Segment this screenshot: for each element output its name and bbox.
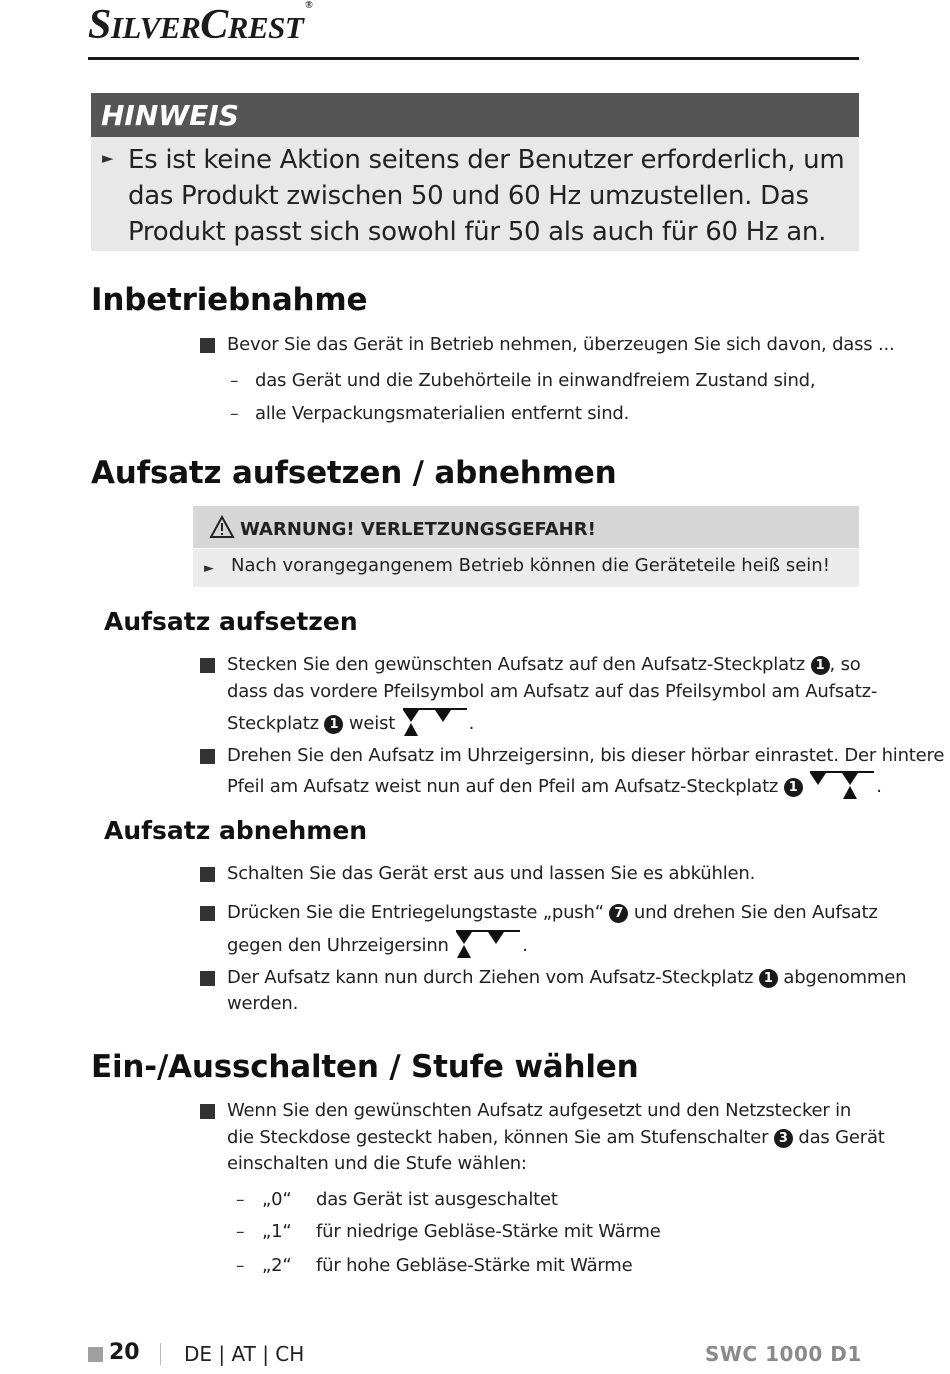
- part-number-badge: 7: [609, 904, 628, 923]
- part-number-badge: 1: [759, 969, 778, 988]
- note-title: HINWEIS: [91, 93, 859, 137]
- list-item: alle Verpackungsmaterialien entfernt sind.: [255, 403, 630, 424]
- part-number-badge: 1: [324, 715, 343, 734]
- heading-inbetriebnahme: Inbetriebnahme: [91, 282, 368, 318]
- bullet-square-icon: [200, 867, 215, 882]
- bullet-text: dass das vordere Pfeilsymbol am Aufsatz auf das Pfeilsymbol am Aufsatz-: [227, 681, 878, 702]
- bullet-text: Pfeil am Aufsatz weist nun auf den Pfeil am Aufsatz-Steckplatz 1 .: [227, 770, 882, 800]
- brand-letter: C: [200, 2, 228, 48]
- arrow-alignment-release-icon: [454, 929, 522, 959]
- part-number-badge: 3: [774, 1129, 793, 1148]
- bullet-square-icon: [200, 1104, 215, 1119]
- list-item: das Gerät und die Zubehörteile in einwandfreiem Zustand sind,: [255, 370, 816, 391]
- brand-part: REST: [227, 10, 304, 45]
- bullet-square-icon: [200, 338, 215, 353]
- warning-triangle-icon: [209, 515, 235, 539]
- page-number: 20: [109, 1340, 140, 1365]
- level-key: „2“: [262, 1255, 292, 1276]
- part-number-badge: 1: [784, 778, 803, 797]
- dash-marker: –: [236, 1190, 245, 1210]
- level-desc: für niedrige Gebläse-Stärke mit Wärme: [316, 1221, 661, 1242]
- registered-mark: ®: [305, 0, 313, 11]
- bullet-square-icon: [200, 749, 215, 764]
- dash-marker: –: [236, 1222, 245, 1242]
- bullet-text: Wenn Sie den gewünschten Aufsatz aufgesetzt und den Netzstecker in: [227, 1100, 852, 1121]
- bullet-text: die Steckdose gesteckt haben, können Sie am Stufenschalter 3 das Gerät: [227, 1127, 885, 1148]
- level-key: „0“: [262, 1189, 292, 1210]
- footer-languages: DE | AT | CH: [184, 1342, 305, 1366]
- brand-letter: S: [88, 2, 111, 48]
- bullet-text: Bevor Sie das Gerät in Betrieb nehmen, überzeugen Sie sich davon, dass ...: [227, 334, 895, 355]
- arrow-right-icon: ►: [204, 561, 214, 576]
- heading-stufe: Ein-/Ausschalten / Stufe wählen: [91, 1049, 639, 1085]
- heading-aufsatz: Aufsatz aufsetzen / abnehmen: [91, 455, 617, 491]
- bullet-text: werden.: [227, 993, 299, 1014]
- dash-marker: –: [230, 371, 239, 391]
- bullet-text: Schalten Sie das Gerät erst aus und lassen Sie es abkühlen.: [227, 863, 756, 884]
- warning-title: WARNUNG! VERLETZUNGSGEFAHR!: [240, 519, 596, 540]
- dash-marker: –: [230, 404, 239, 424]
- bullet-text: Stecken Sie den gewünschten Aufsatz auf den Aufsatz-Steckplatz 1 , so: [227, 654, 861, 675]
- part-number-badge: 1: [811, 656, 830, 675]
- heading-aufsetzen: Aufsatz aufsetzen: [104, 607, 358, 636]
- arrow-alignment-front-icon: [401, 707, 469, 737]
- bullet-text: Der Aufsatz kann nun durch Ziehen vom Aufsatz-Steckplatz 1 abgenommen: [227, 967, 907, 988]
- brand-logo: [88, 0, 313, 48]
- dash-marker: –: [236, 1256, 245, 1276]
- footer-model: SWC 1000 D1: [705, 1342, 862, 1366]
- bullet-text: Drücken Sie die Entriegelungstaste „push“ 7 und drehen Sie den Aufsatz: [227, 902, 878, 923]
- arrow-alignment-rear-icon: [808, 770, 876, 800]
- bullet-square-icon: [200, 971, 215, 986]
- header-rule: [88, 57, 859, 60]
- arrow-right-icon: ►: [102, 149, 114, 167]
- bullet-text: gegen den Uhrzeigersinn .: [227, 929, 528, 959]
- bullet-text: einschalten und die Stufe wählen:: [227, 1153, 527, 1174]
- bullet-square-icon: [200, 658, 215, 673]
- bullet-square-icon: [200, 906, 215, 921]
- warning-text: Nach vorangegangenem Betrieb können die Geräteteile heiß sein!: [231, 555, 830, 576]
- brand-part: ILVER: [110, 10, 201, 45]
- bullet-text: Drehen Sie den Aufsatz im Uhrzeigersinn, bis dieser hörbar einrastet. Der hintere: [227, 745, 945, 766]
- bullet-text: Steckplatz 1 weist .: [227, 707, 474, 737]
- footer-divider: [160, 1343, 161, 1365]
- footer-square-icon: [88, 1347, 103, 1362]
- level-desc: für hohe Gebläse-Stärke mit Wärme: [316, 1255, 633, 1276]
- note-text: Es ist keine Aktion seitens der Benutzer erforderlich, um das Produkt zwischen 50 und 60 Hz umzustellen. Das Produkt passt sich sowohl für 50 als auch für 60 Hz an.: [128, 145, 845, 247]
- level-key: „1“: [262, 1221, 292, 1242]
- heading-abnehmen: Aufsatz abnehmen: [104, 816, 368, 845]
- level-desc: das Gerät ist ausgeschaltet: [316, 1189, 558, 1210]
